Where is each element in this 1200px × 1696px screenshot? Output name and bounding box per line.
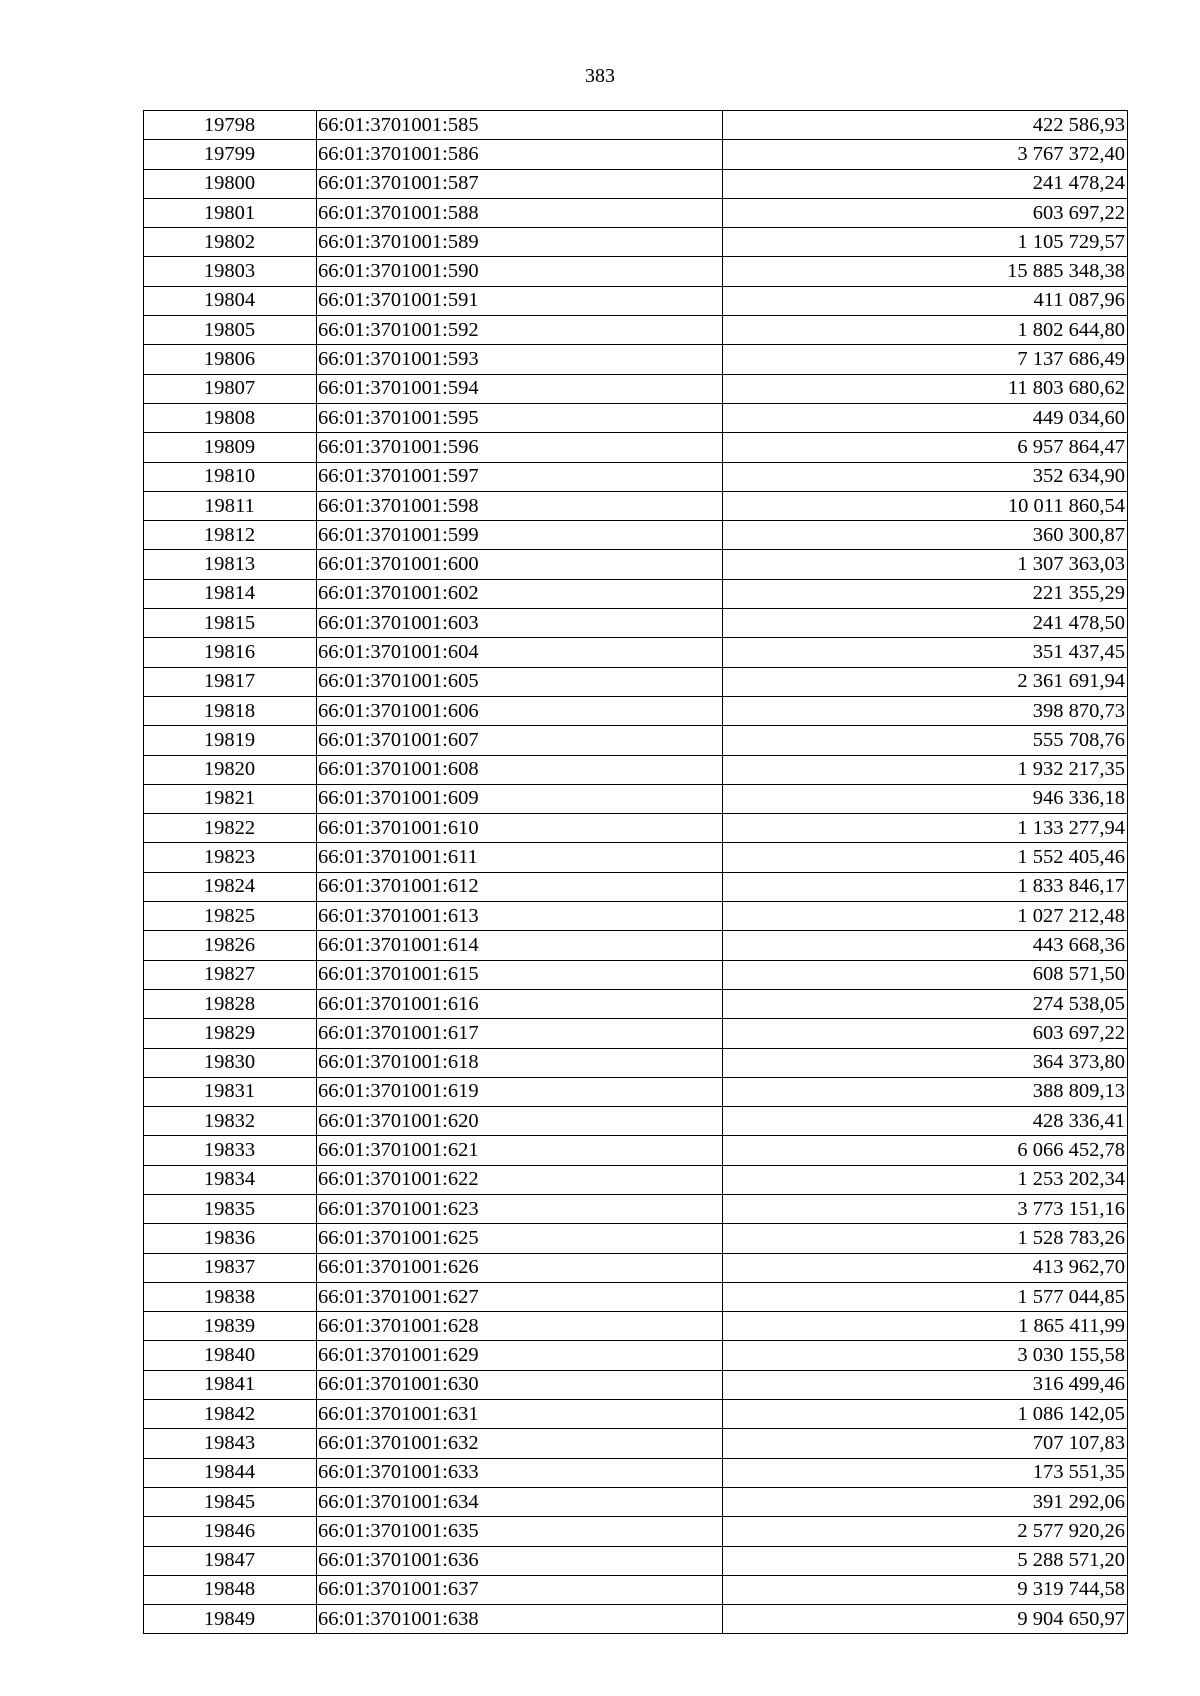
table-row xyxy=(144,491,1128,520)
table-row xyxy=(144,1107,1128,1136)
table-row xyxy=(144,1282,1128,1311)
row-number: 19817 xyxy=(144,667,317,696)
row-number: 19835 xyxy=(144,1194,317,1223)
cadastral-value: 1 307 363,03 xyxy=(723,550,1128,579)
row-number: 19847 xyxy=(144,1546,317,1575)
cadastral-number: 66:01:3701001:620 xyxy=(317,1107,723,1136)
cadastral-value: 1 253 202,34 xyxy=(723,1165,1128,1194)
row-number: 19849 xyxy=(144,1605,317,1634)
cadastral-number: 66:01:3701001:609 xyxy=(317,784,723,813)
row-number: 19805 xyxy=(144,316,317,345)
table-row xyxy=(144,433,1128,462)
table-row xyxy=(144,403,1128,432)
cadastral-value: 398 870,73 xyxy=(723,696,1128,725)
row-number: 19848 xyxy=(144,1575,317,1604)
table-row xyxy=(144,1077,1128,1106)
table-row xyxy=(144,374,1128,403)
table-row xyxy=(144,1165,1128,1194)
cadastral-number: 66:01:3701001:596 xyxy=(317,433,723,462)
cadastral-number: 66:01:3701001:598 xyxy=(317,491,723,520)
cadastral-number: 66:01:3701001:605 xyxy=(317,667,723,696)
table-row xyxy=(144,638,1128,667)
cadastral-value: 6 066 452,78 xyxy=(723,1136,1128,1165)
cadastral-number: 66:01:3701001:594 xyxy=(317,374,723,403)
row-number: 19820 xyxy=(144,755,317,784)
cadastral-value: 352 634,90 xyxy=(723,462,1128,491)
row-number: 19811 xyxy=(144,491,317,520)
cadastral-number: 66:01:3701001:587 xyxy=(317,169,723,198)
cadastral-value: 443 668,36 xyxy=(723,931,1128,960)
cadastral-number: 66:01:3701001:632 xyxy=(317,1429,723,1458)
cadastral-number: 66:01:3701001:602 xyxy=(317,579,723,608)
cadastral-value: 3 773 151,16 xyxy=(723,1194,1128,1223)
table-body xyxy=(144,111,1128,1634)
table-row xyxy=(144,1019,1128,1048)
cadastral-value: 316 499,46 xyxy=(723,1370,1128,1399)
cadastral-number: 66:01:3701001:606 xyxy=(317,696,723,725)
cadastral-value: 608 571,50 xyxy=(723,960,1128,989)
row-number: 19831 xyxy=(144,1077,317,1106)
cadastral-number: 66:01:3701001:629 xyxy=(317,1341,723,1370)
cadastral-value: 1 932 217,35 xyxy=(723,755,1128,784)
table-row xyxy=(144,1487,1128,1516)
row-number: 19803 xyxy=(144,257,317,286)
cadastral-number: 66:01:3701001:626 xyxy=(317,1253,723,1282)
row-number: 19827 xyxy=(144,960,317,989)
table-row xyxy=(144,902,1128,931)
table-row xyxy=(144,609,1128,638)
table-row xyxy=(144,1341,1128,1370)
cadastral-value: 1 577 044,85 xyxy=(723,1282,1128,1311)
table-row xyxy=(144,1429,1128,1458)
cadastral-number: 66:01:3701001:613 xyxy=(317,902,723,931)
row-number: 19812 xyxy=(144,521,317,550)
row-number: 19806 xyxy=(144,345,317,374)
row-number: 19819 xyxy=(144,726,317,755)
table-row xyxy=(144,1400,1128,1429)
cadastral-number: 66:01:3701001:619 xyxy=(317,1077,723,1106)
cadastral-value: 2 361 691,94 xyxy=(723,667,1128,696)
row-number: 19822 xyxy=(144,814,317,843)
row-number: 19840 xyxy=(144,1341,317,1370)
cadastral-value: 1 802 644,80 xyxy=(723,316,1128,345)
cadastral-value: 1 133 277,94 xyxy=(723,814,1128,843)
cadastral-value: 1 086 142,05 xyxy=(723,1400,1128,1429)
cadastral-number: 66:01:3701001:638 xyxy=(317,1605,723,1634)
row-number: 19823 xyxy=(144,843,317,872)
table-row xyxy=(144,579,1128,608)
cadastral-number: 66:01:3701001:622 xyxy=(317,1165,723,1194)
cadastral-value: 428 336,41 xyxy=(723,1107,1128,1136)
cadastral-value: 241 478,50 xyxy=(723,609,1128,638)
row-number: 19838 xyxy=(144,1282,317,1311)
cadastral-value: 9 904 650,97 xyxy=(723,1605,1128,1634)
cadastral-value: 351 437,45 xyxy=(723,638,1128,667)
table-row xyxy=(144,1370,1128,1399)
table-row xyxy=(144,1048,1128,1077)
cadastral-number: 66:01:3701001:628 xyxy=(317,1312,723,1341)
row-number: 19837 xyxy=(144,1253,317,1282)
row-number: 19846 xyxy=(144,1517,317,1546)
cadastral-value: 603 697,22 xyxy=(723,198,1128,227)
cadastral-value: 391 292,06 xyxy=(723,1487,1128,1516)
row-number: 19802 xyxy=(144,228,317,257)
cadastral-value: 413 962,70 xyxy=(723,1253,1128,1282)
table-row xyxy=(144,843,1128,872)
table-row xyxy=(144,1546,1128,1575)
row-number: 19830 xyxy=(144,1048,317,1077)
row-number: 19836 xyxy=(144,1224,317,1253)
table-row xyxy=(144,755,1128,784)
cadastral-number: 66:01:3701001:593 xyxy=(317,345,723,374)
table-row xyxy=(144,696,1128,725)
cadastral-number: 66:01:3701001:636 xyxy=(317,1546,723,1575)
cadastral-value: 173 551,35 xyxy=(723,1458,1128,1487)
table-row xyxy=(144,316,1128,345)
table-row xyxy=(144,814,1128,843)
cadastral-value: 3 030 155,58 xyxy=(723,1341,1128,1370)
cadastral-number: 66:01:3701001:633 xyxy=(317,1458,723,1487)
table-row xyxy=(144,1253,1128,1282)
row-number: 19810 xyxy=(144,462,317,491)
cadastral-value: 10 011 860,54 xyxy=(723,491,1128,520)
cadastral-value: 2 577 920,26 xyxy=(723,1517,1128,1546)
table-row xyxy=(144,169,1128,198)
table-row xyxy=(144,872,1128,901)
cadastral-number: 66:01:3701001:617 xyxy=(317,1019,723,1048)
cadastral-value: 1 865 411,99 xyxy=(723,1312,1128,1341)
table-row xyxy=(144,1517,1128,1546)
row-number: 19816 xyxy=(144,638,317,667)
cadastral-number: 66:01:3701001:623 xyxy=(317,1194,723,1223)
cadastral-number: 66:01:3701001:615 xyxy=(317,960,723,989)
cadastral-value: 449 034,60 xyxy=(723,403,1128,432)
table-row xyxy=(144,726,1128,755)
cadastral-value: 555 708,76 xyxy=(723,726,1128,755)
cadastral-value: 422 586,93 xyxy=(723,111,1128,140)
row-number: 19800 xyxy=(144,169,317,198)
row-number: 19829 xyxy=(144,1019,317,1048)
cadastral-number: 66:01:3701001:637 xyxy=(317,1575,723,1604)
cadastral-value: 221 355,29 xyxy=(723,579,1128,608)
table-row xyxy=(144,257,1128,286)
row-number: 19845 xyxy=(144,1487,317,1516)
cadastral-value: 603 697,22 xyxy=(723,1019,1128,1048)
row-number: 19799 xyxy=(144,140,317,169)
cadastral-number: 66:01:3701001:621 xyxy=(317,1136,723,1165)
cadastral-value: 1 105 729,57 xyxy=(723,228,1128,257)
cadastral-value: 1 552 405,46 xyxy=(723,843,1128,872)
cadastral-value: 9 319 744,58 xyxy=(723,1575,1128,1604)
cadastral-number: 66:01:3701001:607 xyxy=(317,726,723,755)
table-row xyxy=(144,198,1128,227)
row-number: 19828 xyxy=(144,989,317,1018)
row-number: 19826 xyxy=(144,931,317,960)
table-row xyxy=(144,960,1128,989)
cadastral-number: 66:01:3701001:592 xyxy=(317,316,723,345)
row-number: 19821 xyxy=(144,784,317,813)
cadastral-number: 66:01:3701001:616 xyxy=(317,989,723,1018)
row-number: 19834 xyxy=(144,1165,317,1194)
table-row xyxy=(144,989,1128,1018)
cadastral-value: 1 528 783,26 xyxy=(723,1224,1128,1253)
cadastral-value: 946 336,18 xyxy=(723,784,1128,813)
table-row xyxy=(144,228,1128,257)
table-row xyxy=(144,521,1128,550)
table-row xyxy=(144,550,1128,579)
table-row xyxy=(144,931,1128,960)
row-number: 19813 xyxy=(144,550,317,579)
row-number: 19844 xyxy=(144,1458,317,1487)
table-row xyxy=(144,1224,1128,1253)
cadastral-value: 1 833 846,17 xyxy=(723,872,1128,901)
cadastral-number: 66:01:3701001:599 xyxy=(317,521,723,550)
row-number: 19832 xyxy=(144,1107,317,1136)
row-number: 19814 xyxy=(144,579,317,608)
cadastral-number: 66:01:3701001:586 xyxy=(317,140,723,169)
cadastral-value: 411 087,96 xyxy=(723,286,1128,315)
table-row xyxy=(144,111,1128,140)
row-number: 19808 xyxy=(144,403,317,432)
row-number: 19807 xyxy=(144,374,317,403)
cadastral-number: 66:01:3701001:600 xyxy=(317,550,723,579)
table-row xyxy=(144,1575,1128,1604)
page-number: 383 xyxy=(585,65,615,87)
cadastral-number: 66:01:3701001:603 xyxy=(317,609,723,638)
table-row xyxy=(144,1136,1128,1165)
cadastral-number: 66:01:3701001:591 xyxy=(317,286,723,315)
row-number: 19839 xyxy=(144,1312,317,1341)
cadastral-number: 66:01:3701001:627 xyxy=(317,1282,723,1311)
cadastral-number: 66:01:3701001:588 xyxy=(317,198,723,227)
table-row xyxy=(144,784,1128,813)
table-row xyxy=(144,345,1128,374)
row-number: 19841 xyxy=(144,1370,317,1399)
cadastral-number: 66:01:3701001:610 xyxy=(317,814,723,843)
row-number: 19798 xyxy=(144,111,317,140)
table-row xyxy=(144,286,1128,315)
cadastral-number: 66:01:3701001:634 xyxy=(317,1487,723,1516)
row-number: 19825 xyxy=(144,902,317,931)
row-number: 19843 xyxy=(144,1429,317,1458)
cadastral-value: 364 373,80 xyxy=(723,1048,1128,1077)
cadastral-number: 66:01:3701001:618 xyxy=(317,1048,723,1077)
cadastral-number: 66:01:3701001:597 xyxy=(317,462,723,491)
cadastral-number: 66:01:3701001:614 xyxy=(317,931,723,960)
cadastral-value-table xyxy=(143,110,1128,1634)
cadastral-value: 241 478,24 xyxy=(723,169,1128,198)
cadastral-value: 360 300,87 xyxy=(723,521,1128,550)
table-row xyxy=(144,462,1128,491)
cadastral-number: 66:01:3701001:612 xyxy=(317,872,723,901)
cadastral-value: 3 767 372,40 xyxy=(723,140,1128,169)
cadastral-number: 66:01:3701001:611 xyxy=(317,843,723,872)
cadastral-number: 66:01:3701001:630 xyxy=(317,1370,723,1399)
row-number: 19842 xyxy=(144,1400,317,1429)
cadastral-number: 66:01:3701001:604 xyxy=(317,638,723,667)
table-row xyxy=(144,1605,1128,1634)
cadastral-value: 707 107,83 xyxy=(723,1429,1128,1458)
row-number: 19815 xyxy=(144,609,317,638)
table-row xyxy=(144,1458,1128,1487)
cadastral-value: 15 885 348,38 xyxy=(723,257,1128,286)
cadastral-value: 388 809,13 xyxy=(723,1077,1128,1106)
cadastral-number: 66:01:3701001:631 xyxy=(317,1400,723,1429)
cadastral-number: 66:01:3701001:595 xyxy=(317,403,723,432)
cadastral-number: 66:01:3701001:589 xyxy=(317,228,723,257)
row-number: 19801 xyxy=(144,198,317,227)
cadastral-number: 66:01:3701001:590 xyxy=(317,257,723,286)
cadastral-number: 66:01:3701001:585 xyxy=(317,111,723,140)
cadastral-value: 6 957 864,47 xyxy=(723,433,1128,462)
cadastral-value: 7 137 686,49 xyxy=(723,345,1128,374)
row-number: 19804 xyxy=(144,286,317,315)
cadastral-value: 274 538,05 xyxy=(723,989,1128,1018)
row-number: 19818 xyxy=(144,696,317,725)
row-number: 19809 xyxy=(144,433,317,462)
cadastral-value: 5 288 571,20 xyxy=(723,1546,1128,1575)
cadastral-value: 11 803 680,62 xyxy=(723,374,1128,403)
table-row xyxy=(144,1312,1128,1341)
table-row xyxy=(144,140,1128,169)
table-row xyxy=(144,1194,1128,1223)
cadastral-value: 1 027 212,48 xyxy=(723,902,1128,931)
row-number: 19833 xyxy=(144,1136,317,1165)
cadastral-number: 66:01:3701001:625 xyxy=(317,1224,723,1253)
table-row xyxy=(144,667,1128,696)
row-number: 19824 xyxy=(144,872,317,901)
cadastral-number: 66:01:3701001:608 xyxy=(317,755,723,784)
cadastral-number: 66:01:3701001:635 xyxy=(317,1517,723,1546)
